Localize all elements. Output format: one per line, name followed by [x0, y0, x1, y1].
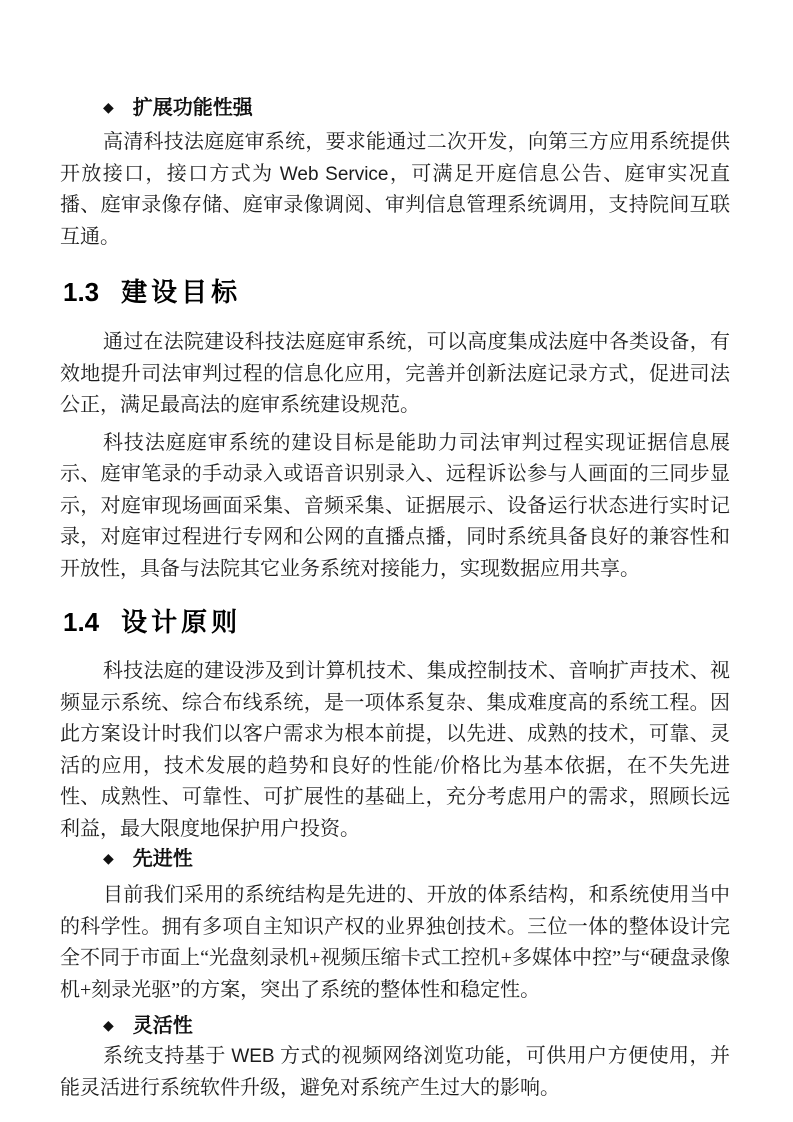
section-number: 1.4: [63, 607, 100, 637]
section-title: 设计原则: [121, 607, 242, 637]
paragraph-advanced: 目前我们采用的系统结构是先进的、开放的体系结构，和系统使用当中的科学性。拥有多项自主知识产权的业界独创技术。三位一体的整体设计完全不同于市面上“光盘刻录机+视频压缩卡式工控机+多媒体中控”与“硬盘录像机+刻录光驱”的方案，突出了系统的整体性和稳定性。: [60, 884, 730, 1001]
diamond-bullet-icon: ◆: [103, 1017, 114, 1033]
paragraph-expandability: [60, 127, 730, 253]
diamond-bullet-icon: ◆: [103, 850, 114, 866]
text-run: 系统支持基于: [103, 1045, 232, 1067]
text-run: 高清科技法庭庭审系统，要求能通过二次开发，向第三方应用系统提供开放接口，接口方式为: [60, 131, 730, 185]
paragraph-design-principles: 科技法庭的建设涉及到计算机技术、集成控制技术、音响扩声技术、视频显示系统、综合布线系统，是一项体系复杂、集成难度高的系统工程。因此方案设计时我们以客户需求为根本前提，以先进、成熟的技术，可靠、灵活的应用，技术发展的趋势和良好的性能/价格比为基本依据，在不失先进性、成熟性、可靠性、可扩展性的基础上，充分考虑用户的需求，照顾长远利益，最大限度地保护用户投资。: [60, 660, 730, 840]
paragraph-goal-detail: 科技法庭庭审系统的建设目标是能助力司法审判过程实现证据信息展示、庭审笔录的手动录入或语音识别录入、远程诉讼参与人画面的三同步显示，对庭审现场画面采集、音频采集、证据展示、设备运行状态进行实时记录，对庭审过程进行专网和公网的直播点播，同时系统具备良好的兼容性和开放性，具备与法院其它业务系统对接能力，实现数据应用共享。: [60, 431, 730, 580]
text-run-latin: Web Service: [279, 163, 389, 185]
bullet-heading-flexible: [103, 1015, 730, 1037]
section-heading-1-3: [63, 275, 730, 309]
bullet-heading-advanced: [103, 848, 730, 870]
diamond-bullet-icon: ◆: [103, 99, 114, 115]
section-heading-1-4: [63, 605, 730, 639]
text-run: 方式的视频网络浏览功能，可供用户方便使用，并能灵活进行系统软件升级，避免对系统产生过大的影响。: [60, 1045, 731, 1099]
bullet-heading-label: 灵活性: [132, 1015, 193, 1037]
text-run-latin: WEB: [231, 1046, 275, 1067]
paragraph-goal-overview: 通过在法院建设科技法庭庭审系统，可以高度集成法庭中各类设备，有效地提升司法审判过程的信息化应用，完善并创新法庭记录方式，促进司法公正，满足最高法的庭审系统建设规范。: [60, 331, 730, 416]
section-title: 建设目标: [121, 277, 242, 307]
bullet-heading-label: 先进性: [132, 848, 193, 870]
section-number: 1.3: [63, 277, 100, 307]
paragraph-flexible: [60, 1041, 730, 1104]
text-run: ，可满足开庭信息公告、庭审实况直播、庭审录像存储、庭审录像调阅、审判信息管理系统调用，支持院间互联互通。: [60, 162, 731, 248]
bullet-heading-expandability: [103, 97, 730, 119]
bullet-heading-label: 扩展功能性强: [132, 97, 253, 119]
